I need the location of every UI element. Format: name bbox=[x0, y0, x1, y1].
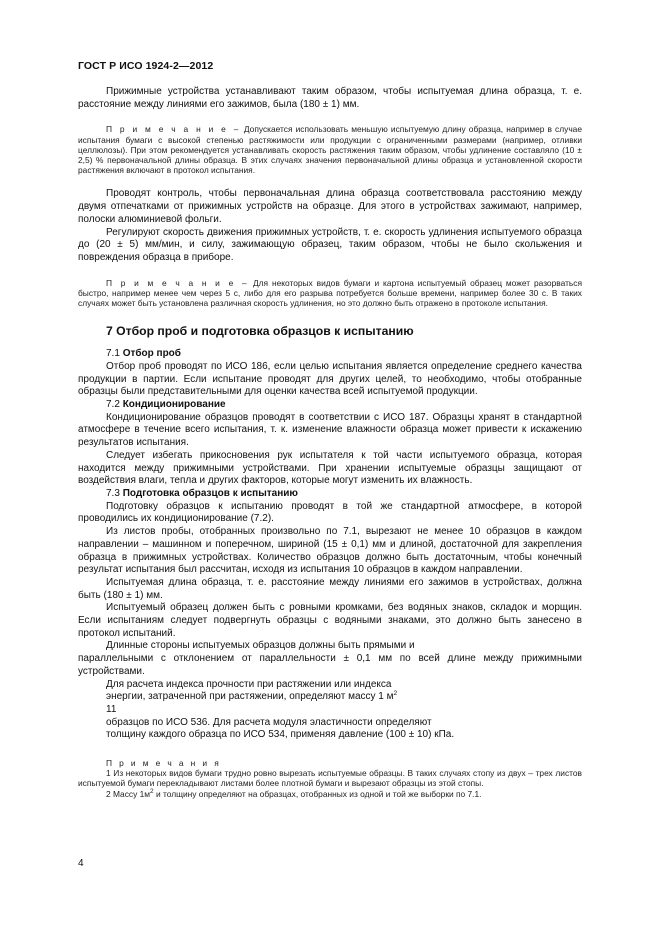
page-content bbox=[78, 86, 582, 799]
note-text: Для некоторых видов бумаги и картона испытуемый образец может разорваться быстро, например менее чем через 5 с, либо для его разрыва потребуется больше времени, например более 30 с. В таких случаях может быть установлена различная скорость удлинения, но это должно быть отражено в протоколе испытания. bbox=[78, 277, 583, 309]
paragraph-test-length: Испытуемая длина образца, т. е. расстояние между линиями его зажимов в устройствах, должна быть (180 ± 1) мм. bbox=[78, 576, 582, 601]
paragraph-conditioning: Кондиционирование образцов проводят в соответствии с ИСО 187. Образцы хранят в стандартной атмосфере в течение всего испытания, т. к. изменение влажности образца может привести к искажению результатов испытания. bbox=[78, 411, 582, 449]
note-label: П р и м е ч а н и е – bbox=[106, 124, 241, 135]
note-fast-break bbox=[78, 278, 582, 309]
subsection-title: Кондиционирование bbox=[122, 399, 226, 411]
note-2-post: и толщину определяют на образцах, отобранных из одной и той же выборки по 7.1. bbox=[153, 788, 482, 799]
paragraph-straight-edges: Испытуемый образец должен быть с ровными кромками, без водяных знаков, складок и морщин. Если испытаниям следует подвергнуть образцы с водяными знаками, это должно быть занесено в протокол испытаний. bbox=[78, 602, 582, 639]
note-2-superscript: 2 bbox=[150, 787, 154, 795]
subsection-number: 7.2 bbox=[106, 399, 120, 411]
notes-label bbox=[78, 758, 582, 768]
superscript-2: 2 bbox=[393, 690, 398, 698]
paragraph-mass-determination bbox=[78, 691, 582, 704]
subsection-7-2-heading bbox=[78, 399, 582, 412]
paragraph-clamp-length: Прижимные устройства устанавливают таким образом, чтобы испытуемая длина образца, т. е. расстояние между линиями его зажимов, была (180 ± 1) мм. bbox=[78, 86, 582, 110]
note-text: Допускается использовать меньшую испытуемую длину образца, например в случае испытания бумаги с высокой степенью растяжимости или продукции с ограниченными размерами (например, отливки целлюлозы). При этом рекомендуется устанавливать скорость растяжения таким образом, чтобы удлинение составляло (10 ± 2,5) % первоначальной длины образца. В этих случаях значения первоначальной длины образца и установленной скорости растяжения включают в протокол испытания. bbox=[78, 124, 583, 176]
page-number: 4 bbox=[78, 858, 84, 869]
notes-label-text: П р и м е ч а н и я bbox=[106, 758, 222, 769]
paragraph-avoid-touch: Следует избегать прикосновения рук испытателя к той части испытуемого образца, которая находится между прижимными устройствами. При хранении испытуемые образцы защищают от воздействия влаги, тепла и других факторов, которые могут изменить их влажность. bbox=[78, 449, 582, 487]
note-1: 1 Из некоторых видов бумаги трудно ровно вырезать испытуемые образцы. В таких случаях стопу из двух – трех листов испытуемой бумаги перекладывают листами более плотной бумаги и вырезают образцы из этой стопы. bbox=[78, 768, 582, 789]
paragraph-length-control: Проводят контроль, чтобы первоначальная длина образца соответствовала расстоянию между двумя отпечатками от прижимных устройств на образце. Для этого в устройствах зажимают, например, полоски алюминиевой фольги. bbox=[78, 188, 582, 225]
mass-text: энергии, затраченной при растяжении, определяют массу 1 м bbox=[106, 691, 394, 703]
paragraph-iso-536: образцов по ИСО 536. Для расчета модуля эластичности определяют bbox=[106, 716, 432, 728]
document-header: ГОСТ Р ИСО 1924-2—2012 bbox=[78, 60, 214, 72]
paragraph-index-calc: Для расчета индекса прочности при растяжении или индекса bbox=[106, 678, 392, 690]
paragraph-iso-534: толщину каждого образца по ИСО 534, применяя давление (100 ± 10) кПа. bbox=[106, 729, 455, 741]
subsection-7-3-heading bbox=[78, 488, 582, 501]
paragraph-sampling: Отбор проб проводят по ИСО 186, если целью испытания является определение среднего качества продукции в партии. Если испытание проводят для других целей, то необходимо, чтобы отобранные образцы были представительными для оценки качества всей испытуемой продукции. bbox=[78, 360, 582, 398]
section-7-title: 7 Отбор проб и подготовка образцов к испытанию bbox=[106, 324, 414, 339]
paragraph-preparation-atmosphere: Подготовку образцов к испытанию проводят в той же стандартной атмосфере, в которой проводились их кондиционирование (7.2). bbox=[78, 500, 582, 525]
paragraph-long-sides: Длинные стороны испытуемых образцов должны быть прямыми и bbox=[106, 640, 415, 652]
subsection-number: 7.1 bbox=[106, 348, 120, 360]
paragraph-number-11: 11 bbox=[106, 703, 117, 715]
note-shorter-length bbox=[78, 124, 582, 175]
subsection-title: Отбор проб bbox=[122, 348, 181, 360]
subsection-7-1-heading bbox=[78, 348, 582, 361]
note-2-pre: 2 Массу 1м bbox=[106, 788, 151, 799]
subsection-title: Подготовка образцов к испытанию bbox=[122, 487, 298, 499]
paragraph-cut-specimens: Из листов пробы, отобранных произвольно по 7.1, вырезают не менее 10 образцов в каждом направлении – машинном и поперечном, шириной (15 ± 0,1) мм и длиной, достаточной для закрепления образца в прижимных устройствах. Количество образцов должно быть достаточным, чтобы конечный результат испытания был рассчитан, исходя из испытания 10 образцов в каждом направлении. bbox=[78, 526, 582, 576]
note-label: П р и м е ч а н и е – bbox=[106, 277, 250, 288]
note-2 bbox=[78, 789, 582, 799]
subsection-number: 7.3 bbox=[106, 487, 120, 499]
paragraph-parallel: параллельными с отклонением от параллельности ± 0,1 мм по всей длине между прижимными устройствами. bbox=[78, 653, 582, 677]
paragraph-speed-adjust: Регулируют скорость движения прижимных устройств, т. е. скорость удлинения испытуемого образца до (20 ± 5) мм/мин, и силу, зажимающую образец, таким образом, чтобы не было скольжения и повреждения образца в приборе. bbox=[78, 226, 582, 263]
